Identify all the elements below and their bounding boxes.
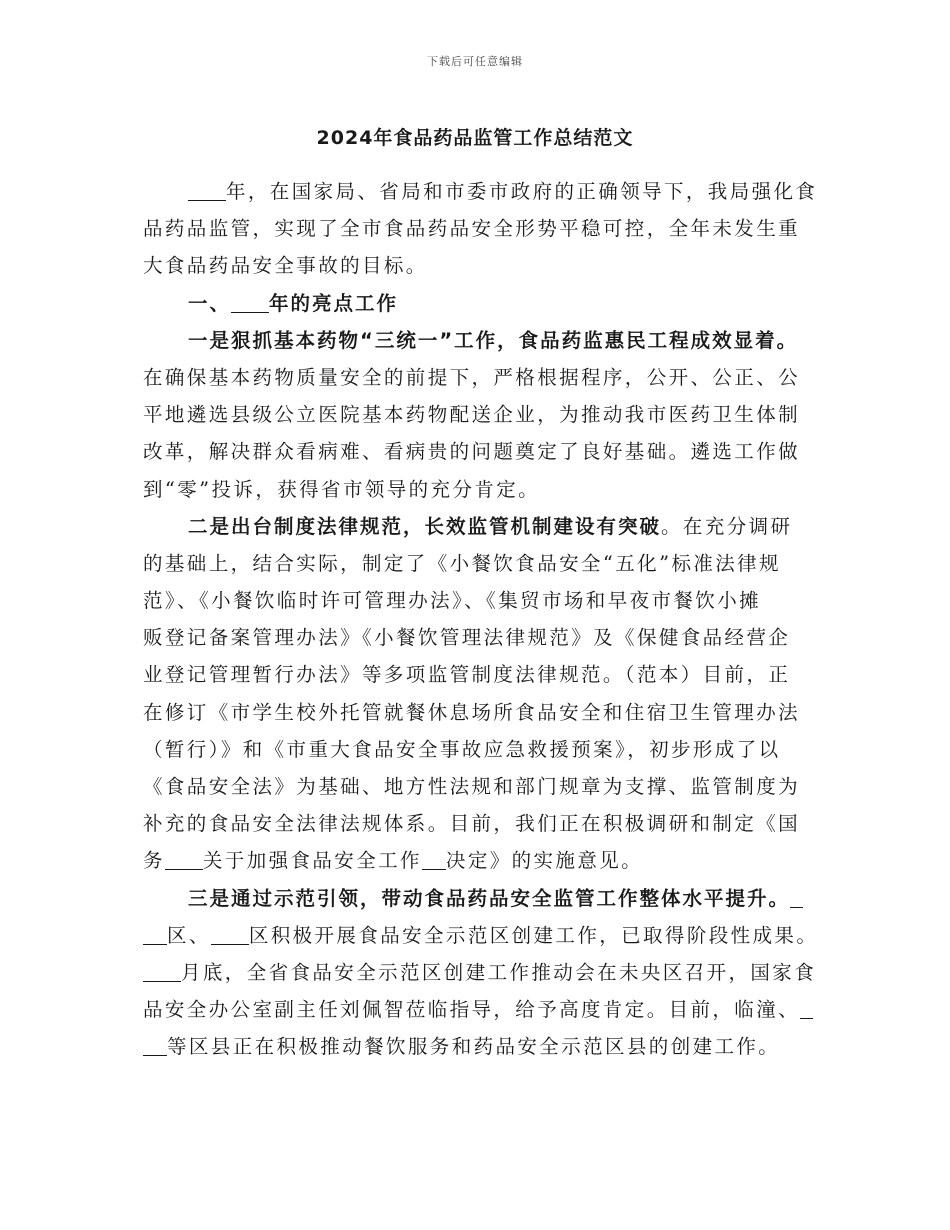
fill-blank bbox=[211, 922, 249, 945]
fill-blank bbox=[143, 922, 167, 945]
paragraph-intro: 年，在国家局、省局和市委市政府的正确领导下，我局强化食 品药品监管，实现了全市食品药品安全形势平稳可控，全年未发生重 大食品药品安全事故的目标。 bbox=[143, 180, 818, 278]
fill-blank bbox=[143, 959, 181, 982]
fill-blank bbox=[800, 996, 813, 1019]
page-header-note: 下载后可任意编辑 bbox=[427, 55, 523, 68]
fill-blank bbox=[422, 847, 446, 870]
fill-blank bbox=[165, 847, 203, 870]
paragraph-highlight-3: 三是通过示范引领，带动食品药品安全监管工作整体水平提升。 区、 区积极开展食品安全示范区创建工作，已取得阶段性成果。 月底，全省食品安全示范区创建工作推动会在未央区召开，国家食 品安全办公室副主任刘佩智莅临指导，给予高度肯定。目前，临潼、 等区县正在积极推动餐饮服务和药品安全示范区县的创建工作。 bbox=[143, 886, 819, 1059]
paragraph-highlight-1: 一是狠抓基本药物“三统一”工作，食品药监惠民工程成效显着。 在确保基本药物质量安全的前提下，严格根据程序，公开、公正、公 平地遴选县级公立医院基本药物配送企业，为推动我市医药卫生体制 改革，解决群众看病难、看病贵的问题奠定了良好基础。遴选工作做 到“零”投诉，获得省市领导的充分肯定。 bbox=[143, 328, 801, 501]
paragraph-highlight-2: 二是出台制度法律规范，长效监管机制建设有突破。在充分调研 的基础上，结合实际，制定了《小餐饮食品安全“五化”标准法律规 范》、《小餐饮临时许可管理办法》、《集贸市场和早夜市餐饮小摊 贩登记备案管理办法》《小餐饮管理法律规范》及《保健食品经营企 业登记管理暂行办法》等多项监管制度法律规范。（范本）目前，正 在修订《市学生校外托管就餐休息场所食品安全和住宿卫生管理办法 （暂行）》和《市重大食品安全事故应急救援预案》，初步形成了以 《食品安全法》为基础、地方性法规和部门规章为支撑、监管制度为 补充的食品安全法律法规体系。目前，我们正在积极调研和制定《国 务 关于加强食品安全工作 决定》的实施意见。 bbox=[143, 514, 801, 873]
section-heading: 一、 年的亮点工作 bbox=[188, 291, 399, 315]
fill-blank bbox=[143, 1033, 167, 1056]
document-body bbox=[143, 173, 819, 1066]
document-title: 2024年食品药品监管工作总结范文 bbox=[316, 127, 634, 149]
fill-blank bbox=[188, 178, 226, 201]
fill-blank bbox=[231, 290, 269, 313]
fill-blank bbox=[790, 885, 803, 908]
